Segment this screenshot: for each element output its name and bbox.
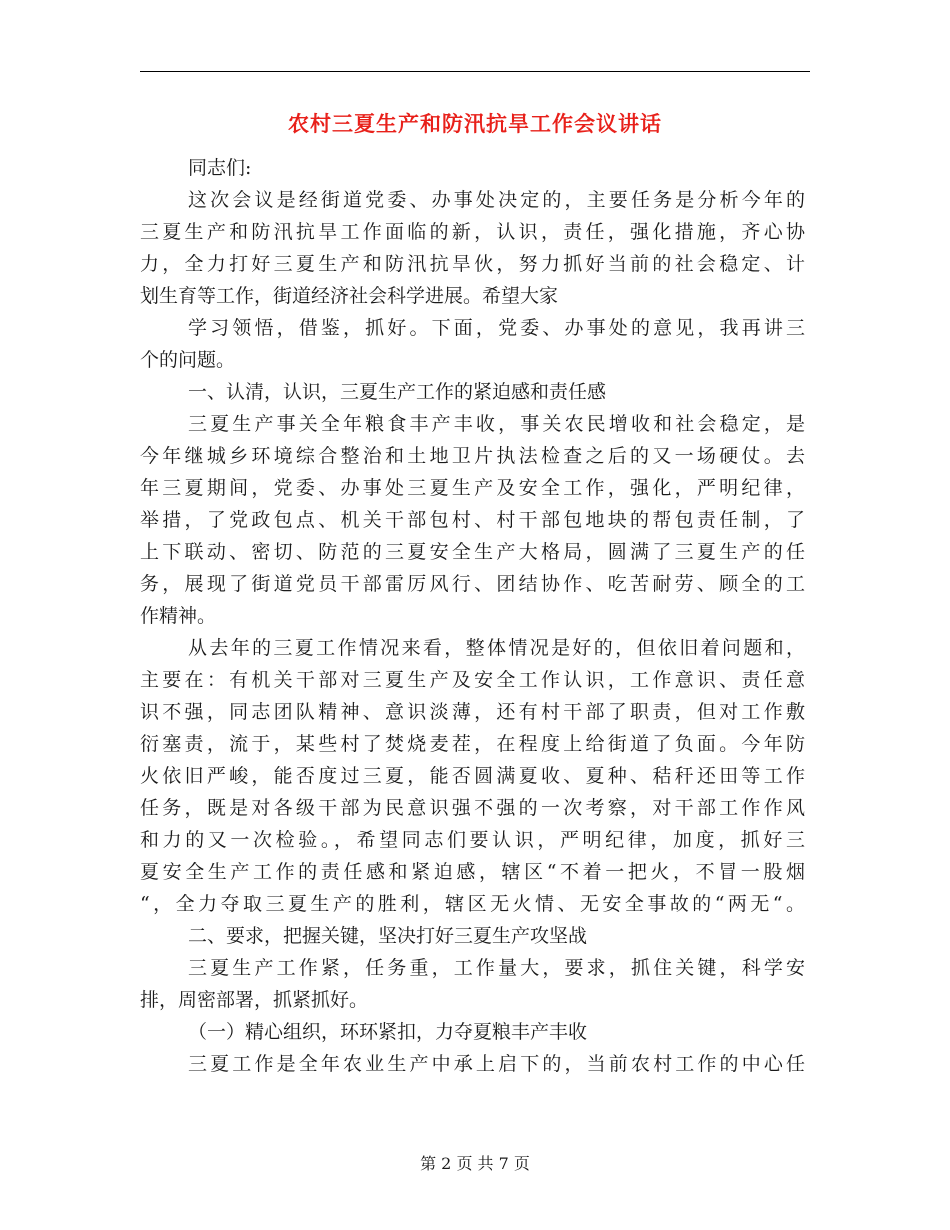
text-line: 举措，了党政包点、机关干部包村、村干部包地块的帮包责任制，了	[140, 509, 805, 531]
text-line: 一、认清，认识，三夏生产工作的紧迫感和责任感	[188, 381, 607, 403]
text-line: 任务，既是对各级干部为民意识强不强的一次考察，对干部工作作风	[140, 797, 805, 819]
text-line: “，全力夺取三夏生产的胜利，辖区无火情、无安全事故的“两无“。	[140, 893, 805, 915]
text-line: 主要在：有机关干部对三夏生产及安全工作认识，工作意识、责任意	[140, 669, 805, 691]
document-title: 农村三夏生产和防汛抗旱工作会议讲话	[288, 111, 662, 136]
text-line: （一）精心组织，环环紧扣，力夺夏粮丰产丰收	[188, 1021, 588, 1043]
text-line: 划生育等工作，街道经济社会科学进展。希望大家	[140, 285, 559, 307]
text-line: 从去年的三夏工作情况来看，整体情况是好的，但依旧着问题和，	[188, 637, 805, 659]
text-line: 力，全力打好三夏生产和防汛抗旱伙，努力抓好当前的社会稳定、计	[140, 253, 805, 275]
text-line: 同志们:	[188, 157, 252, 179]
text-line: 作精神。	[140, 605, 217, 627]
text-line: 衍塞责，流于，某些村了焚烧麦茬，在程度上给街道了负面。今年防	[140, 733, 805, 755]
text-line: 识不强，同志团队精神、意识淡薄，还有村干部了职责，但对工作敷	[140, 701, 805, 723]
text-line: 年三夏期间，党委、办事处三夏生产及安全工作，强化，严明纪律，	[140, 477, 805, 499]
text-line: 上下联动、密切、防范的三夏安全生产大格局，圆满了三夏生产的任	[140, 541, 805, 563]
text-line: 个的问题。	[140, 349, 236, 371]
page-number: 第 2 页 共 7 页	[420, 1154, 530, 1173]
text-line: 三夏生产和防汛抗旱工作面临的新，认识，责任，强化措施，齐心协	[140, 221, 805, 243]
text-line: 三夏生产事关全年粮食丰产丰收，事关农民增收和社会稳定，是	[188, 413, 805, 435]
header-rule	[140, 71, 810, 72]
text-line: 排，周密部署，抓紧抓好。	[140, 989, 369, 1011]
text-line: 这次会议是经街道党委、办事处决定的，主要任务是分析今年的	[188, 189, 805, 211]
text-line: 和力的又一次检验。，希望同志们要认识，严明纪律，加度，抓好三	[140, 829, 805, 851]
text-line: 学习领悟，借鉴，抓好。下面，党委、办事处的意见，我再讲三	[188, 317, 805, 339]
text-line: 务，展现了街道党员干部雷厉风行、团结协作、吃苦耐劳、顾全的工	[140, 573, 805, 595]
text-line: 夏安全生产工作的责任感和紧迫感，辖区“不着一把火，不冒一股烟	[140, 861, 805, 883]
text-line: 三夏工作是全年农业生产中承上启下的，当前农村工作的中心任	[188, 1053, 805, 1075]
text-line: 三夏生产工作紧，任务重，工作量大，要求，抓住关键，科学安	[188, 957, 805, 979]
text-line: 二、要求，把握关键，坚决打好三夏生产攻坚战	[188, 925, 588, 947]
text-line: 火依旧严峻，能否度过三夏，能否圆满夏收、夏种、秸秆还田等工作	[140, 765, 805, 787]
document-body	[140, 152, 805, 1080]
text-line: 今年继城乡环境综合整治和土地卫片执法检查之后的又一场硬仗。去	[140, 445, 805, 467]
